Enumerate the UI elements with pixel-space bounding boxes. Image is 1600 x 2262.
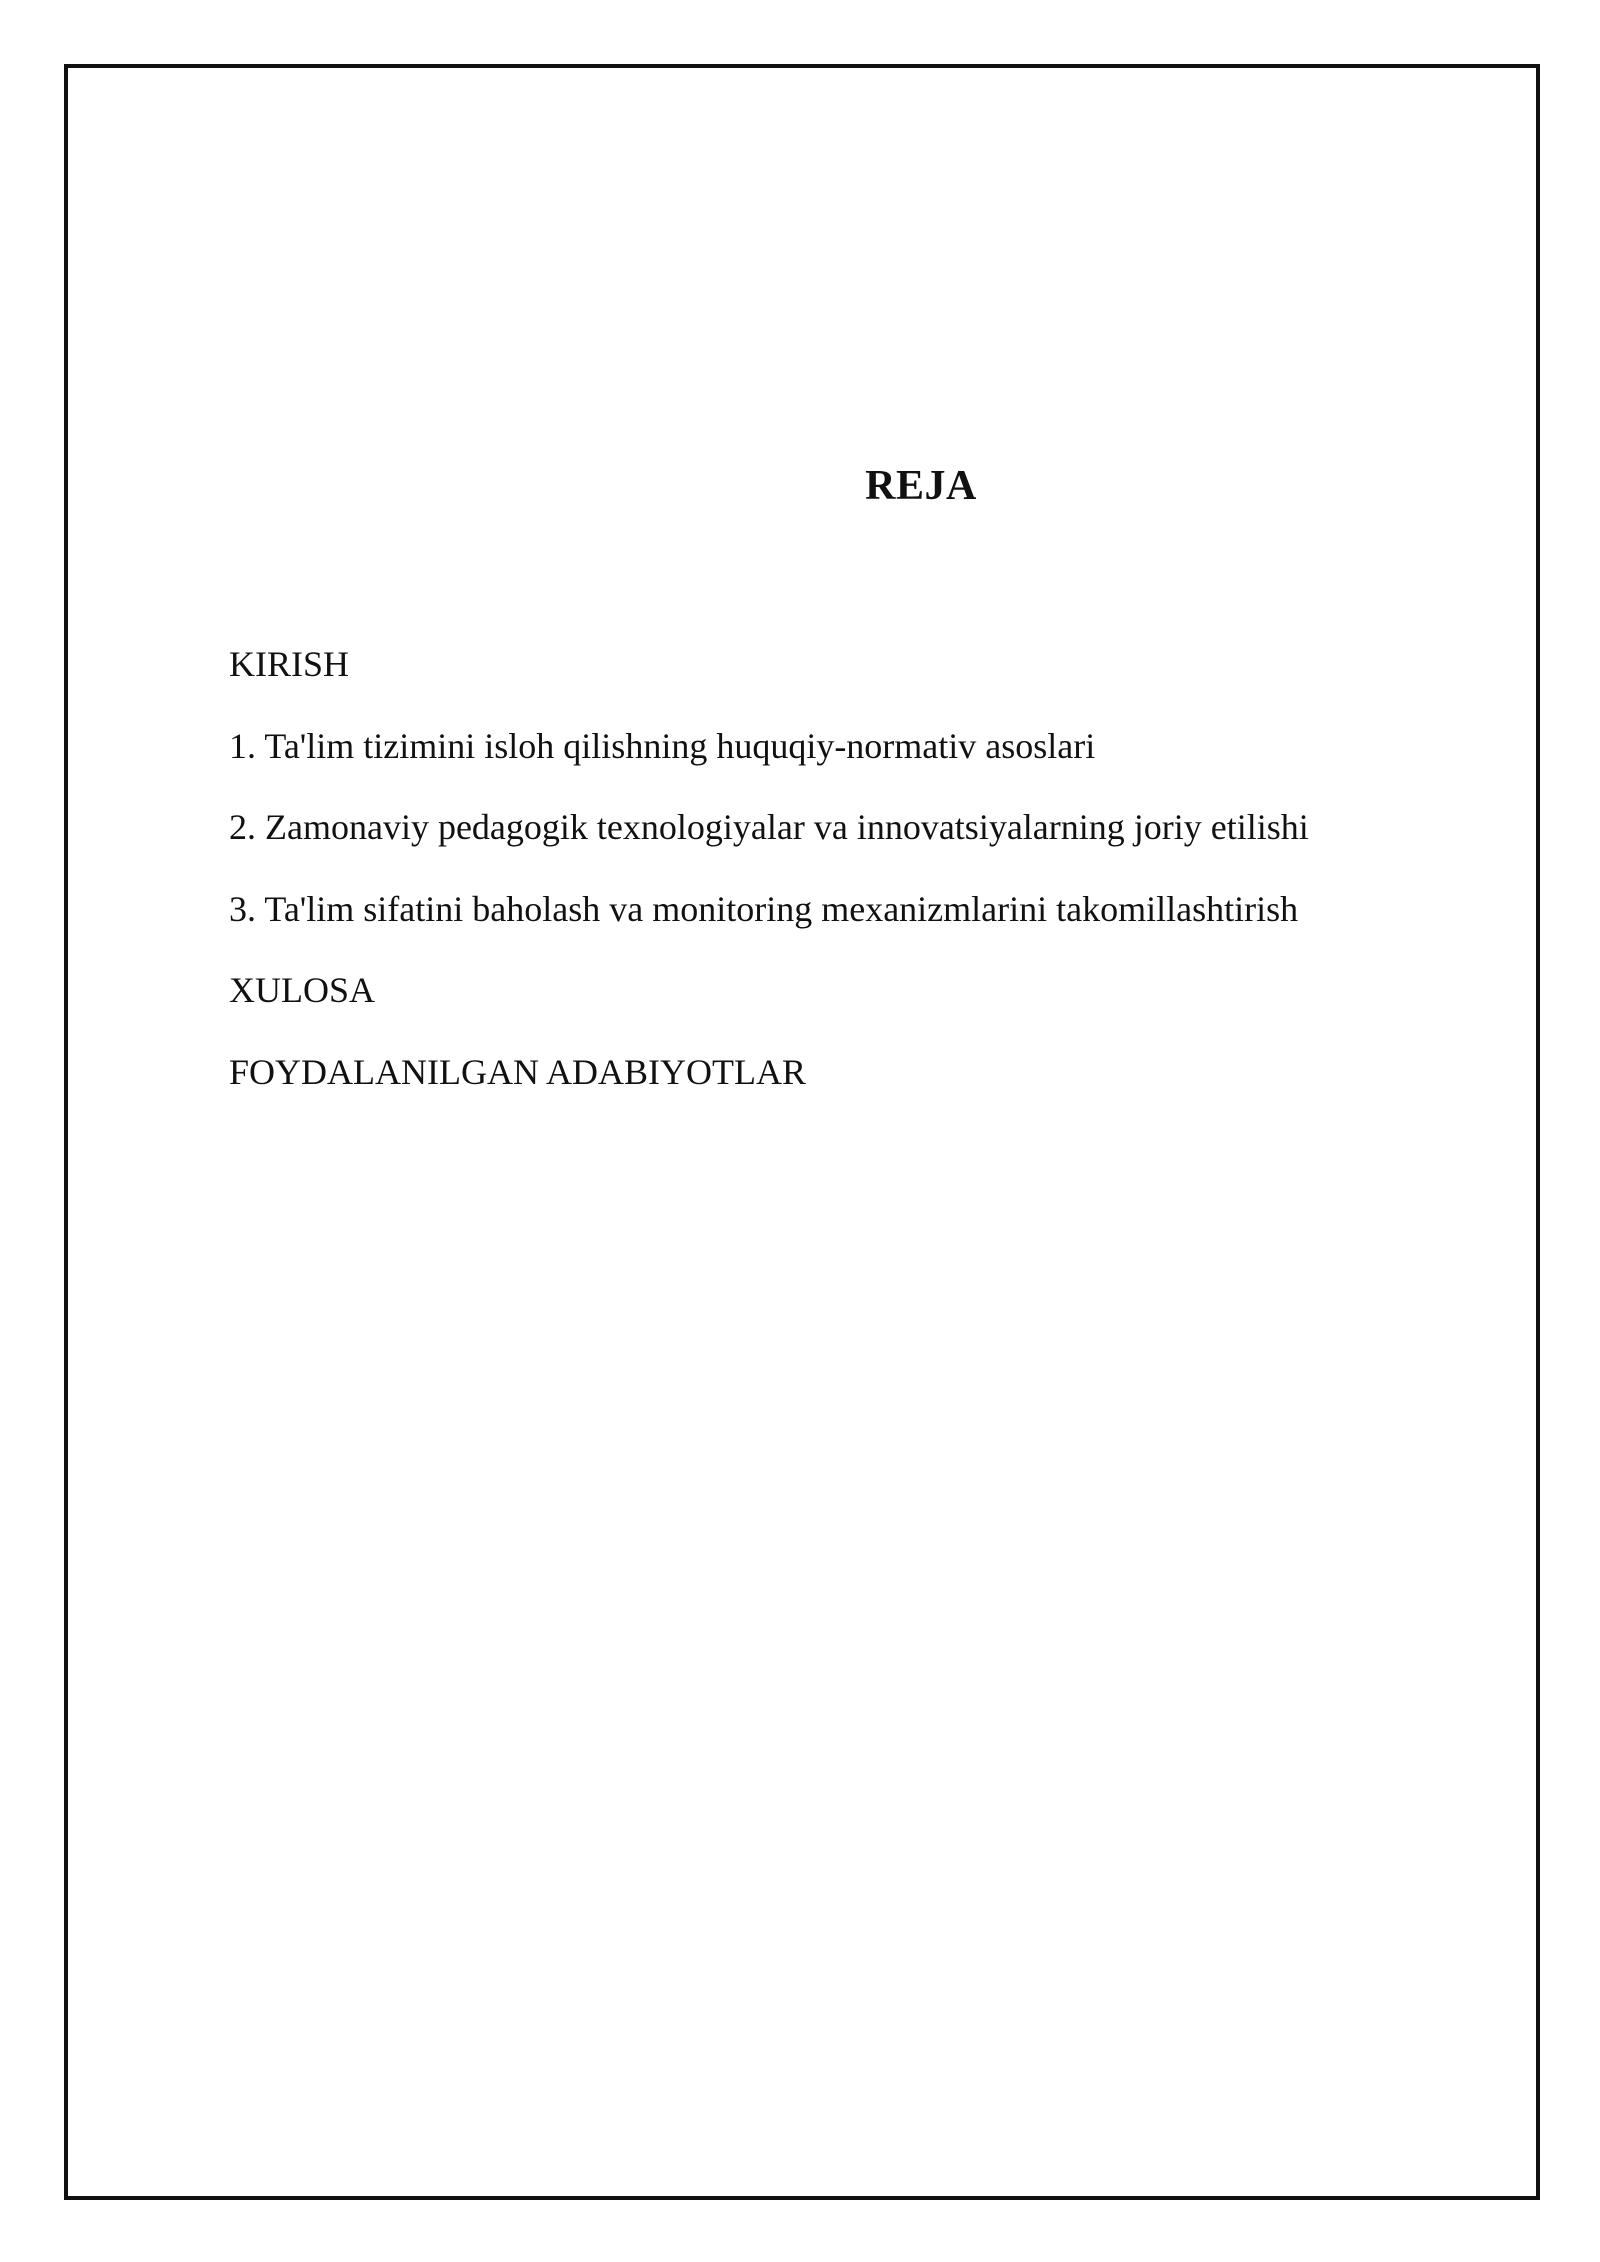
plan-item-2: 2. Zamonaviy pedagogik texnologiyalar va innovatsiyalarning joriy etilishi — [229, 807, 1309, 847]
plan-item-1: 1. Ta'lim tizimini isloh qilishning huquqiy-normativ asoslari — [229, 725, 1096, 766]
page-title: REJA — [865, 463, 977, 509]
plan-list — [229, 640, 1309, 1129]
page-border — [64, 64, 1540, 2200]
plan-item-conclusion: XULOSA — [229, 970, 376, 1010]
plan-item-introduction: KIRISH — [229, 644, 350, 684]
plan-item-3: 3. Ta'lim sifatini baholash va monitoring mexanizmlarini takomillashtirish — [229, 888, 1299, 929]
plan-item-references: FOYDALANILGAN ADABIYOTLAR — [229, 1051, 806, 1092]
